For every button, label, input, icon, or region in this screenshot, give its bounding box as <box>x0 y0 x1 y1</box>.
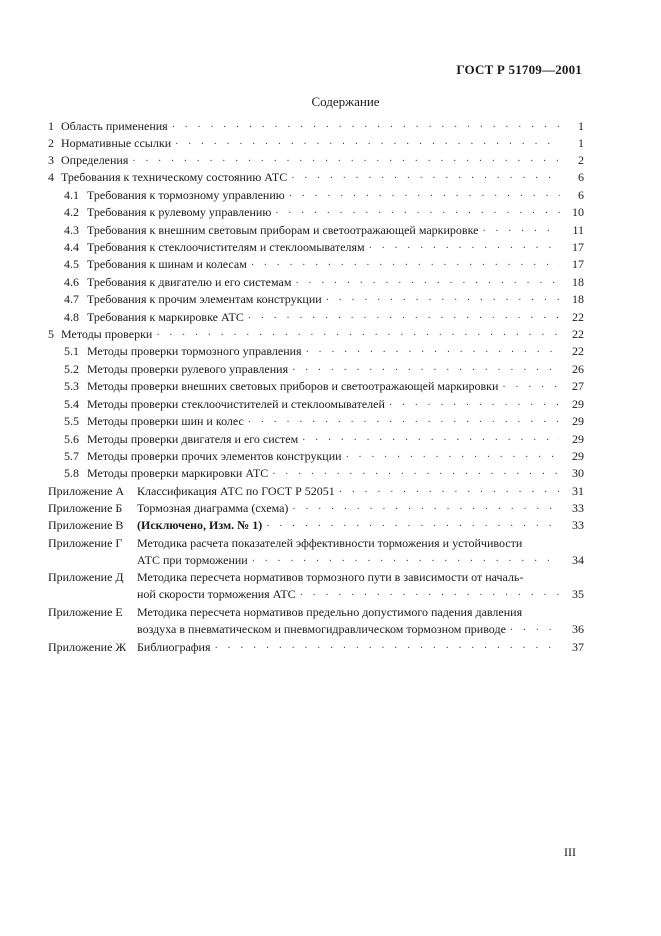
toc-entry-page: 36 <box>572 622 584 637</box>
toc-entry <box>64 222 584 240</box>
dot-leader <box>326 292 560 309</box>
toc-entry-title: Требования к техническому состоянию АТС <box>61 170 288 184</box>
toc-entry-page: 11 <box>572 223 584 237</box>
toc-entry-number: 4.5 <box>64 257 79 271</box>
toc-entry-page: 22 <box>572 344 584 358</box>
dot-leader <box>482 223 560 240</box>
toc-entry-page: 18 <box>572 275 584 289</box>
toc-entry <box>64 204 584 222</box>
toc-entry <box>64 256 584 274</box>
toc-entry-number: Приложение Д <box>48 570 124 584</box>
toc-entry-page: 30 <box>572 466 584 480</box>
toc-entry-page: 37 <box>572 640 584 654</box>
toc-entry-title: Требования к тормозному управлению <box>87 188 285 202</box>
toc-entry-page: 22 <box>572 310 584 324</box>
toc-entry-page: 27 <box>572 379 584 393</box>
toc-entry-page: 10 <box>572 205 584 219</box>
toc-entry-title: Требования к внешним световым приборам и светоотражающей маркировке <box>87 223 479 237</box>
dot-leader <box>292 501 560 518</box>
toc-entry-page: 29 <box>572 414 584 428</box>
toc-entry-page: 22 <box>572 327 584 341</box>
toc-entry <box>48 535 584 571</box>
toc-entry-title: Методы проверки шин и колес <box>87 414 244 428</box>
toc-entry-page: 6 <box>578 170 584 184</box>
toc-entry-title: Требования к шинам и колесам <box>87 257 247 271</box>
dot-leader <box>295 275 560 292</box>
toc-entry-title: Область применения <box>61 119 168 133</box>
toc-entry <box>48 118 584 136</box>
toc-entry-title: Требования к прочим элементам конструкции <box>87 292 322 306</box>
toc-entry <box>48 326 584 344</box>
toc-entry-title: Методы проверки прочих элементов конструкции <box>87 449 342 463</box>
toc-entry <box>48 483 584 501</box>
toc-entry <box>48 500 584 518</box>
toc-entry-title: Методы проверки внешних световых приборов и светоотражающей маркировки <box>87 379 499 393</box>
toc-entry-page: 6 <box>578 188 584 202</box>
toc-entry <box>64 413 584 431</box>
toc-entry <box>64 361 584 379</box>
dot-leader <box>251 257 560 274</box>
toc-entry-title: Требования к двигателю и его системам <box>87 275 292 289</box>
dot-leader <box>172 119 560 136</box>
toc-entry-title: Библиография <box>137 640 211 654</box>
toc-entry-title: Методы проверки маркировки АТС <box>87 466 269 480</box>
toc-entry-number: Приложение Е <box>48 605 123 619</box>
page-number: III <box>564 845 576 859</box>
dot-leader <box>266 518 560 535</box>
toc-entry <box>64 309 584 327</box>
toc-entry <box>48 135 584 153</box>
toc-entry <box>48 569 584 605</box>
dot-leader <box>291 170 560 187</box>
toc-entry-number: 5.4 <box>64 397 79 411</box>
dot-leader <box>300 587 560 604</box>
toc-entry-page: 29 <box>572 449 584 463</box>
dot-leader <box>389 397 560 414</box>
toc-entry-number: 4.6 <box>64 275 79 289</box>
toc-entry-title: Методика пересчета нормативов тормозного пути в зависимости от началь- <box>137 570 524 584</box>
toc-entry-title: Методы проверки тормозного управления <box>87 344 302 358</box>
dot-leader <box>289 188 560 205</box>
toc-entry-title: Требования к стеклоочистителям и стеклоомывателям <box>87 240 365 254</box>
toc-entry-number: 4.3 <box>64 223 79 237</box>
dot-leader <box>292 362 560 379</box>
toc-entry-title: Нормативные ссылки <box>61 136 172 150</box>
toc-entry <box>64 187 584 205</box>
toc-entry-number: 4.7 <box>64 292 79 306</box>
toc-entry-number: Приложение Г <box>48 536 123 550</box>
toc-entry-number: 4 <box>48 170 54 184</box>
toc-entry-page: 33 <box>572 518 584 532</box>
toc-entry-page: 34 <box>572 553 584 568</box>
toc-entry-title: Требования к маркировке АТС <box>87 310 244 324</box>
toc-entry-title: Методы проверки стеклоочистителей и стеклоомывателей <box>87 397 385 411</box>
toc-entry-number: 5.3 <box>64 379 79 393</box>
toc-entry-number: 5.5 <box>64 414 79 428</box>
dot-leader <box>302 432 560 449</box>
toc-entry-page: 29 <box>572 397 584 411</box>
dot-leader <box>132 153 560 170</box>
toc-entry-title-continued: ной скорости торможения АТС <box>137 587 296 602</box>
toc-entry-title: Определения <box>61 153 129 167</box>
toc-entry-number: 2 <box>48 136 54 150</box>
toc-entry-number: 5.2 <box>64 362 79 376</box>
dot-leader <box>252 553 560 570</box>
dot-leader <box>346 449 560 466</box>
toc-entry-page: 35 <box>572 587 584 602</box>
toc-entry-number: 1 <box>48 119 54 133</box>
dot-leader <box>369 240 560 257</box>
toc-entry-title-continued: АТС при торможении <box>137 553 248 568</box>
toc-entry-number: 4.8 <box>64 310 79 324</box>
toc-entry <box>64 378 584 396</box>
toc-entry <box>64 465 584 483</box>
toc-entry-number: 4.4 <box>64 240 79 254</box>
toc-entry-page: 33 <box>572 501 584 515</box>
toc-entry-number: Приложение Ж <box>48 640 127 654</box>
toc-entry-title: (Исключено, Изм. № 1) <box>137 518 263 532</box>
toc-entry-title: Требования к рулевому управлению <box>87 205 272 219</box>
toc-entry-number: 4.1 <box>64 188 79 202</box>
dot-leader <box>275 205 560 222</box>
dot-leader <box>272 466 560 483</box>
document-header: ГОСТ Р 51709—2001 <box>456 62 582 77</box>
dot-leader <box>215 640 561 657</box>
toc-entry-page: 2 <box>578 153 584 167</box>
dot-leader <box>339 484 560 501</box>
dot-leader <box>306 344 560 361</box>
toc-entry-number: 5 <box>48 327 54 341</box>
toc-entry-number: Приложение Б <box>48 501 123 515</box>
dot-leader <box>248 414 560 431</box>
toc-entry <box>64 396 584 414</box>
toc-entry <box>64 448 584 466</box>
toc-entry-number: Приложение В <box>48 518 124 532</box>
toc-entry-page: 18 <box>572 292 584 306</box>
toc-entry-page: 1 <box>578 119 584 133</box>
toc-entry <box>48 639 584 657</box>
toc-entry-title: Тормозная диаграмма (схема) <box>137 501 289 515</box>
toc-entry-number: 3 <box>48 153 54 167</box>
toc-entry-page: 31 <box>572 484 584 498</box>
toc-entry-number: 5.7 <box>64 449 79 463</box>
toc-entry-title: Методы проверки <box>61 327 153 341</box>
dot-leader <box>248 310 560 327</box>
toc-entry <box>64 239 584 257</box>
toc-entry-number: 5.6 <box>64 432 79 446</box>
dot-leader <box>156 327 560 344</box>
toc-entry <box>64 291 584 309</box>
toc-entry <box>48 169 584 187</box>
toc-entry-number: 4.2 <box>64 205 79 219</box>
toc-entry-title: Методика расчета показателей эффективности торможения и устойчивости <box>137 536 523 550</box>
toc-entry-title-continued: воздуха в пневматическом и пневмогидравлическом тормозном приводе <box>137 622 506 637</box>
toc-entry <box>64 343 584 361</box>
toc-entry <box>64 274 584 292</box>
toc-entry-page: 1 <box>578 136 584 150</box>
dot-leader <box>510 622 560 639</box>
toc-entry <box>48 152 584 170</box>
toc-entry-number: Приложение А <box>48 484 125 498</box>
toc-entry-title: Методика пересчета нормативов предельно допустимого падения давления <box>137 605 523 619</box>
toc-entry-title: Классификация АТС по ГОСТ Р 52051 <box>137 484 335 498</box>
toc-entry <box>48 517 584 535</box>
toc-entry-page: 17 <box>572 240 584 254</box>
toc-entry <box>64 431 584 449</box>
toc-entry-page: 26 <box>572 362 584 376</box>
toc-entry-number: 5.8 <box>64 466 79 480</box>
toc-entry <box>48 604 584 640</box>
page-title: Содержание <box>311 94 380 109</box>
toc-entry-page: 29 <box>572 432 584 446</box>
dot-leader <box>175 136 560 153</box>
toc-entry-page: 17 <box>572 257 584 271</box>
dot-leader <box>502 379 560 396</box>
toc-entry-number: 5.1 <box>64 344 79 358</box>
toc-entry-title: Методы проверки рулевого управления <box>87 362 289 376</box>
toc-entry-title: Методы проверки двигателя и его систем <box>87 432 299 446</box>
